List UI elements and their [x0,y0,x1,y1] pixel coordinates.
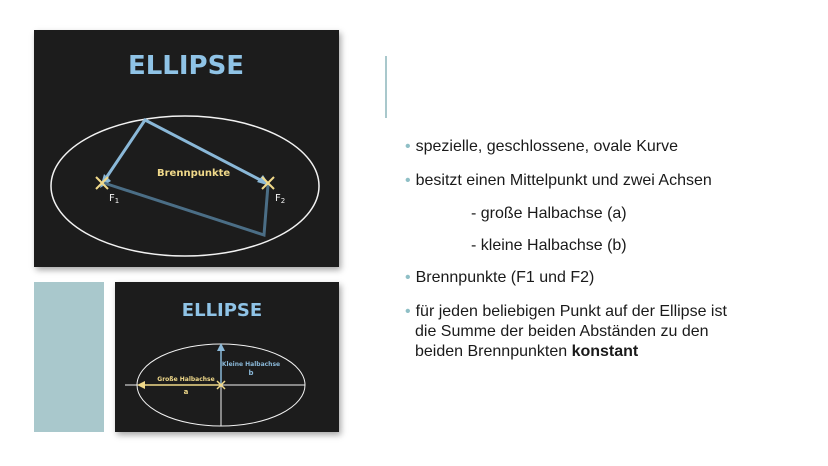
major-axis-label: Große Halbachse [157,376,215,383]
foci-label: Brennpunkte [157,168,231,179]
bullet-text: Brennpunkte (F1 und F2) [415,269,595,286]
semi-major-arrowhead [137,381,145,389]
bullet-text: für jeden beliebigen Punkt auf der Ellipse ist [415,303,727,320]
bullet-text: beiden Brennpunkten [415,343,568,360]
bullet-line [405,302,727,322]
bullet-text: spezielle, geschlossene, ovale Kurve [415,138,678,155]
bullet-line [405,342,727,362]
bullet-dot-icon: • [405,303,411,320]
f2-label: $F_2$ [275,193,286,205]
figure-title: ELLIPSE [127,51,245,81]
minor-axis-label: Kleine Halbachse [221,361,281,368]
bullet-item [405,138,678,156]
sub-item: - kleine Halbachse (b) [471,237,627,254]
accent-block [34,282,104,432]
vertical-divider [385,56,387,118]
ellipse-axes-diagram [115,282,339,432]
ellipse-foci-diagram [34,30,339,267]
bullet-emphasis: konstant [571,343,639,360]
bullet-dot-icon: • [405,138,411,155]
bullet-dot-icon: • [405,269,411,286]
ellipse-outline [51,116,319,256]
focus-distance-lines-dark [104,183,268,235]
ellipse-axes-figure [115,282,339,432]
bullet-item-multiline [405,302,727,362]
bullet-line: die Summe der beiden Abständen zu den [415,323,709,340]
bullet-text: besitzt einen Mittelpunkt und zwei Achsen [415,172,712,189]
minor-axis-symbol: b [248,369,254,377]
f1-label: $F_1$ [109,193,120,205]
bullet-item [405,172,712,190]
sub-item: - große Halbachse (a) [471,205,627,222]
bullet-dot-icon: • [405,172,411,189]
bullet-item [405,269,594,287]
ellipse-foci-figure [34,30,339,267]
figure-title-small: ELLIPSE [181,300,263,321]
major-axis-symbol: a [183,388,189,396]
